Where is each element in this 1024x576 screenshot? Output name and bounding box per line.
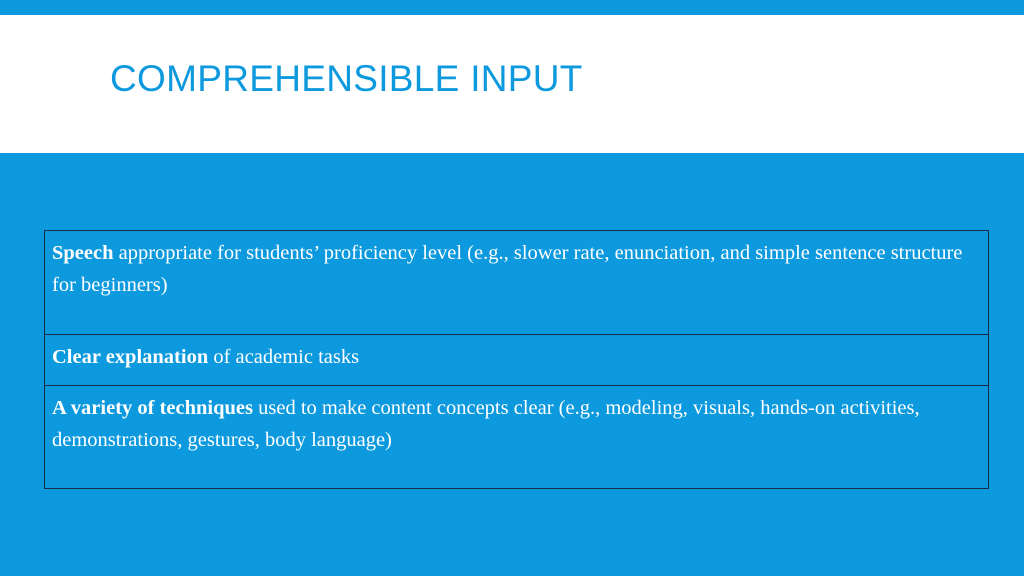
table-cell	[45, 386, 989, 489]
cell-bold-lead: Clear explanation	[52, 346, 209, 368]
cell-text: of academic tasks	[208, 346, 360, 368]
cell-text: appropriate for students’ proficiency level (e.g., slower rate, enunciation, and simple sentence structure for beginners)	[52, 242, 963, 296]
table-row	[45, 335, 989, 386]
cell-text: used to make content concepts clear (e.g., modeling, visuals, hands-on activities, demonstrations, gestures, body language)	[52, 397, 920, 451]
table-cell	[45, 231, 989, 335]
content-table	[44, 230, 989, 489]
table-row	[45, 231, 989, 335]
table-cell	[45, 335, 989, 386]
slide-title: COMPREHENSIBLE INPUT	[110, 58, 583, 99]
table-row	[45, 386, 989, 489]
cell-bold-lead: Speech	[52, 242, 114, 264]
cell-bold-lead: A variety of techniques	[52, 397, 253, 419]
